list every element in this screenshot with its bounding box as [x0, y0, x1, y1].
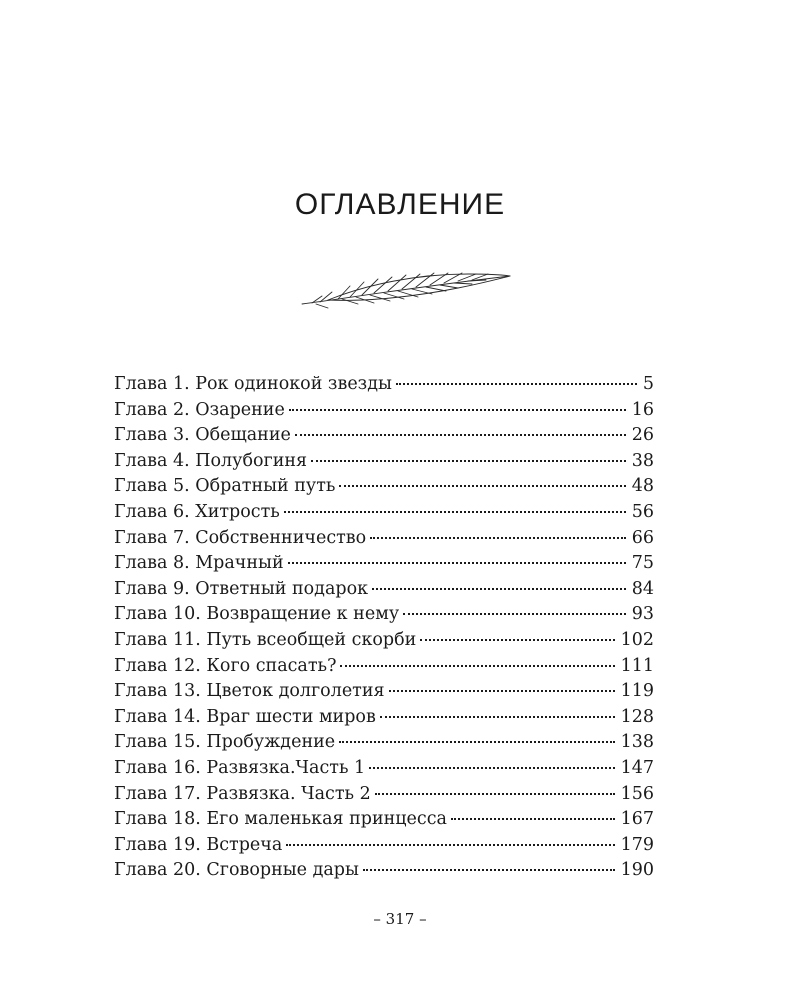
- dot-leader: [289, 409, 626, 411]
- chapter-title: Глава 4. Полубогиня: [114, 450, 308, 471]
- toc-entry[interactable]: [114, 449, 654, 475]
- dot-leader: [389, 690, 615, 692]
- page-number: 167: [620, 809, 654, 830]
- chapter-title: Глава 8. Мрачный: [114, 553, 284, 574]
- dot-leader: [451, 818, 615, 820]
- dot-leader: [340, 665, 614, 667]
- toc-entry[interactable]: [114, 858, 654, 884]
- toc-entry[interactable]: [114, 423, 654, 449]
- toc-entry[interactable]: [114, 679, 654, 705]
- page-number: 111: [620, 655, 654, 676]
- page-number: 147: [620, 757, 654, 778]
- chapter-title: Глава 7. Собственничество: [114, 527, 367, 548]
- dot-leader: [311, 460, 626, 462]
- dot-leader: [420, 639, 614, 641]
- chapter-title: Глава 18. Его маленькая принцесса: [114, 809, 447, 830]
- page-number: 156: [620, 783, 654, 804]
- toc-entry[interactable]: [114, 577, 654, 603]
- page-number: 66: [631, 527, 654, 548]
- page-folio: – 317 –: [373, 910, 427, 928]
- dot-leader: [339, 741, 614, 743]
- dot-leader: [396, 383, 637, 385]
- toc-entry[interactable]: [114, 654, 654, 680]
- toc-entry[interactable]: [114, 730, 654, 756]
- chapter-title: Глава 16. Развязка.Часть 1: [114, 757, 366, 778]
- page-number: 190: [620, 860, 654, 881]
- chapter-title: Глава 17. Развязка. Часть 2: [114, 783, 371, 804]
- toc-entry[interactable]: [114, 551, 654, 577]
- page-number: 102: [620, 629, 654, 650]
- chapter-title: Глава 19. Встреча: [114, 834, 283, 855]
- chapter-title: Глава 1. Рок одинокой звезды: [114, 374, 392, 394]
- page-number: 56: [631, 501, 654, 522]
- page-number: 75: [631, 553, 654, 574]
- toc-entry[interactable]: [114, 705, 654, 731]
- toc-entry[interactable]: [114, 372, 654, 398]
- chapter-title: Глава 6. Хитрость: [114, 501, 280, 522]
- chapter-title: Глава 14. Враг шести миров: [114, 706, 376, 727]
- dot-leader: [403, 613, 626, 615]
- chapter-title: Глава 20. Сговорные дары: [114, 860, 359, 881]
- dot-leader: [380, 716, 615, 718]
- chapter-title: Глава 2. Озарение: [114, 399, 285, 420]
- toc-entry[interactable]: [114, 526, 654, 552]
- dot-leader: [372, 588, 626, 590]
- toc-entry[interactable]: [114, 782, 654, 808]
- page-number: 119: [620, 681, 654, 702]
- chapter-title: Глава 9. Ответный подарок: [114, 578, 369, 599]
- chapter-title: Глава 12. Кого спасать?: [114, 655, 337, 676]
- page-number: 84: [631, 578, 654, 599]
- page-number: 16: [631, 399, 654, 420]
- page-number: 93: [631, 604, 654, 625]
- dot-leader: [295, 434, 626, 436]
- dot-leader: [288, 562, 626, 564]
- chapter-title: Глава 15. Пробуждение: [114, 732, 336, 753]
- page-number: 26: [631, 425, 654, 446]
- toc-entry[interactable]: [114, 756, 654, 782]
- page-number: 5: [642, 374, 654, 394]
- toc-entry[interactable]: [114, 628, 654, 654]
- dot-leader: [339, 485, 625, 487]
- page-title: ОГЛАВЛЕНИЕ: [294, 188, 506, 221]
- chapter-title: Глава 10. Возвращение к нему: [114, 604, 400, 625]
- chapter-title: Глава 3. Обещание: [114, 425, 291, 446]
- toc-entry[interactable]: [114, 807, 654, 833]
- page-number: 48: [631, 476, 654, 497]
- chapter-title: Глава 11. Путь всеобщей скорби: [114, 629, 417, 650]
- toc-entry[interactable]: [114, 474, 654, 500]
- toc-entry[interactable]: [114, 398, 654, 424]
- chapter-title: Глава 13. Цветок долголетия: [114, 681, 385, 702]
- toc-entry[interactable]: [114, 602, 654, 628]
- dot-leader: [369, 767, 614, 769]
- toc-entry[interactable]: [114, 833, 654, 859]
- toc-entry[interactable]: [114, 500, 654, 526]
- dot-leader: [286, 844, 614, 846]
- page-number: 128: [620, 706, 654, 727]
- table-of-contents: [114, 372, 654, 884]
- chapter-title: Глава 5. Обратный путь: [114, 476, 336, 497]
- dot-leader: [370, 537, 626, 539]
- page-number: 38: [631, 450, 654, 471]
- dot-leader: [375, 793, 615, 795]
- dot-leader: [284, 511, 626, 513]
- dot-leader: [363, 869, 615, 871]
- page-number: 179: [620, 834, 654, 855]
- feather-icon: [298, 270, 514, 314]
- page-number: 138: [620, 732, 654, 753]
